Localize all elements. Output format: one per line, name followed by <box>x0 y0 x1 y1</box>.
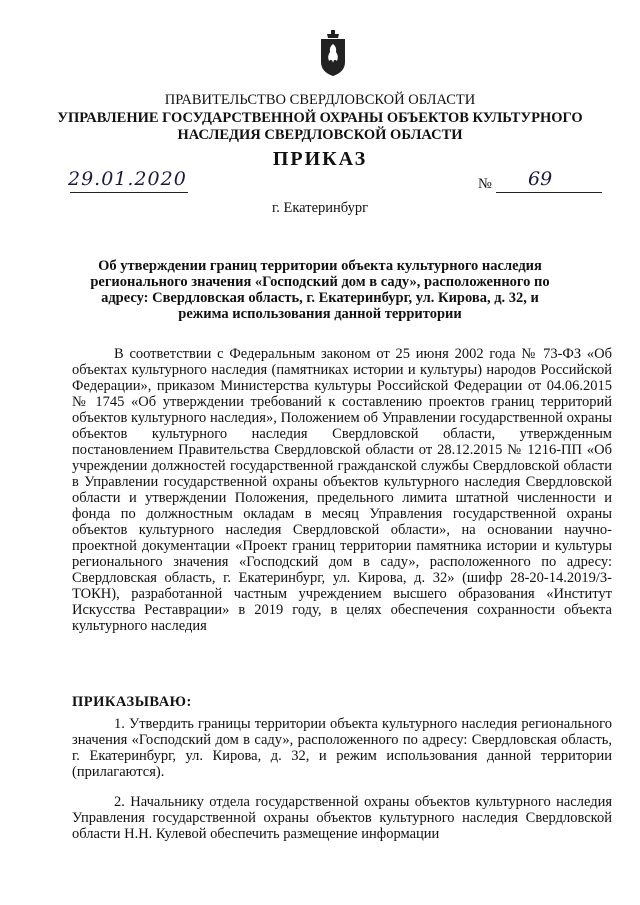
order-item-1: 1. Утвердить границы территории объекта культурного наследия регионального значения «Господский дом в саду», расположенного по адресу: Свердловская область, г. Екатеринбург, ул. Кирова, д. 32, и режим использования данной территории (прилагаются). <box>72 716 612 780</box>
department-name: УПРАВЛЕНИЕ ГОСУДАРСТВЕННОЙ ОХРАНЫ ОБЪЕКТОВ КУЛЬТУРНОГО НАСЛЕДИЯ СВЕРДЛОВСКОЙ ОБЛАСТИ <box>57 110 583 143</box>
document-date: 29.01.2020 <box>68 168 187 190</box>
preamble-paragraph: В соответствии с Федеральным законом от 25 июня 2002 года № 73-ФЗ «Об объектах культурного наследия (памятниках истории и культуры) народов Российской Федерации», приказом Министерства культуры Российской Федерации от 04.06.2015 № 1745 «Об утверждении требований к составлению проектов границ территорий объектов культурного наследия», Положением об Управлении государственной охраны объектов культурного наследия Свердловской области, утвержденным постановлением Правительства Свердловской области от 28.12.2015 № 1216-ПП «Об учреждении должностей государственной гражданской службы Свердловской области в Управлении государственной охраны объектов культурного наследия Свердловской области и утверждении Положения, предельного лимита штатной численности и фонда по должностным окладам в месяц Управления государственной охраны объектов культурного наследия Свердловской области», на основании научно-проектной документации «Проект границ территории памятника истории и культуры регионального значения «Господский дом в саду», расположенного по адресу: Свердловская область, г. Екатеринбург, ул. Кирова, д. 32» (шифр 28-20-14.2019/3-ТОКН), разработанной частным учреждением высшего образования «Институт Искусства Реставрации» в 2019 году, в целях обеспечения сохранности объекта культурного наследия <box>72 346 612 634</box>
government-name: ПРАВИТЕЛЬСТВО СВЕРДЛОВСКОЙ ОБЛАСТИ <box>164 92 476 108</box>
coat-of-arms-icon <box>318 30 348 76</box>
order-item-2: 2. Начальнику отдела государственной охраны объектов культурного наследия Управления государственной охраны объектов культурного наследия Свердловской области Н.Н. Кулевой обеспечить размещение информации <box>72 794 612 842</box>
document-subject: Об утверждении границ территории объекта культурного наследия регионального значения «Господский дом в саду», расположенного по адресу: Свердловская область, г. Екатеринбург, ул. Кирова, д. 32, и режима использования данной территории <box>90 258 550 322</box>
city: г. Екатеринбург <box>271 200 369 216</box>
order-heading: ПРИКАЗЫВАЮ: <box>72 694 192 710</box>
document-number: 69 <box>528 168 553 190</box>
number-label: № <box>478 176 492 192</box>
document-type: ПРИКАЗ <box>272 148 368 170</box>
